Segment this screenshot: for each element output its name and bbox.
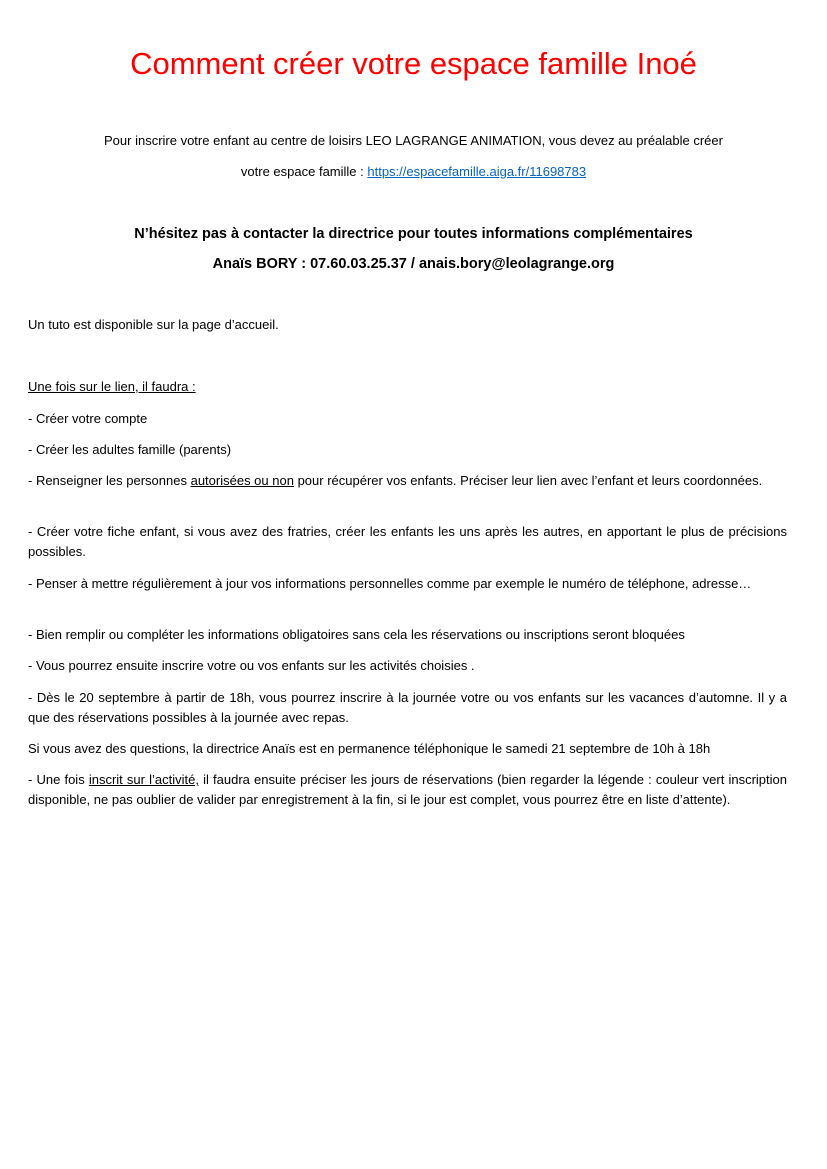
espace-famille-link[interactable]: https://espacefamille.aiga.fr/11698783 bbox=[367, 164, 587, 179]
contact-line-2: Anaïs BORY : 07.60.03.25.37 / anais.bory@leolagrange.org bbox=[212, 256, 615, 272]
step-create-adults: - Créer les adultes famille (parents) bbox=[28, 442, 232, 457]
step10-text-a: - Une fois bbox=[28, 772, 89, 787]
questions-paragraph: Si vous avez des questions, la directrice Anaïs est en permanence téléphonique le samedi 21 septembre de 10h à 18h bbox=[28, 741, 711, 756]
steps-heading bbox=[28, 377, 787, 397]
step10-underlined: inscrit sur l’activité, bbox=[88, 772, 199, 787]
step-child-file: - Créer votre fiche enfant, si vous avez des fratries, créer les enfants les uns après les autres, en apportant le plus de précisions possibles. bbox=[28, 524, 787, 559]
step-authorized-persons bbox=[28, 471, 787, 491]
step3-underlined: autorisées ou non bbox=[190, 473, 294, 488]
step3-text-b: pour récupérer vos enfants. Préciser leur lien avec l’enfant et leurs coordonnées. bbox=[293, 473, 763, 488]
page-title: Comment créer votre espace famille Inoé bbox=[130, 46, 697, 81]
intro-line-2-prefix: votre espace famille : bbox=[240, 164, 368, 179]
step-mandatory-info: - Bien remplir ou compléter les informations obligatoires sans cela les réservations ou inscriptions seront bloquées bbox=[28, 627, 685, 642]
contact-line-1: N’hésitez pas à contacter la directrice pour toutes informations complémentaires bbox=[134, 226, 693, 242]
intro-line-2 bbox=[0, 164, 827, 180]
step10-text-b: il faudra ensuite préciser les jours de réservations (bien regarder la légende : couleur vert inscription disponible, ne pas oublier de valider par enregistrement à la fin, si le jour est complet, vous pourrez être en liste d’attente). bbox=[28, 772, 787, 807]
step-register-activities: - Vous pourrez ensuite inscrire votre ou vos enfants sur les activités choisies . bbox=[28, 658, 475, 673]
step3-text-a: - Renseigner les personnes bbox=[28, 473, 191, 488]
step-autumn-holidays: - Dès le 20 septembre à partir de 18h, vous pourrez inscrire à la journée votre ou vos enfants sur les vacances d’automne. Il y a que des réservations possibles à la journée avec repas. bbox=[28, 690, 787, 725]
step-reservation-days bbox=[28, 770, 787, 810]
tuto-paragraph: Un tuto est disponible sur la page d’accueil. bbox=[28, 317, 279, 332]
intro-line-1: Pour inscrire votre enfant au centre de loisirs LEO LAGRANGE ANIMATION, vous devez au préalable créer bbox=[104, 133, 723, 148]
step-create-account: - Créer votre compte bbox=[28, 411, 148, 426]
steps-heading-text: Une fois sur le lien, il faudra : bbox=[28, 379, 196, 394]
step-update-info: - Penser à mettre régulièrement à jour vos informations personnelles comme par exemple le numéro de téléphone, adresse… bbox=[28, 576, 752, 591]
